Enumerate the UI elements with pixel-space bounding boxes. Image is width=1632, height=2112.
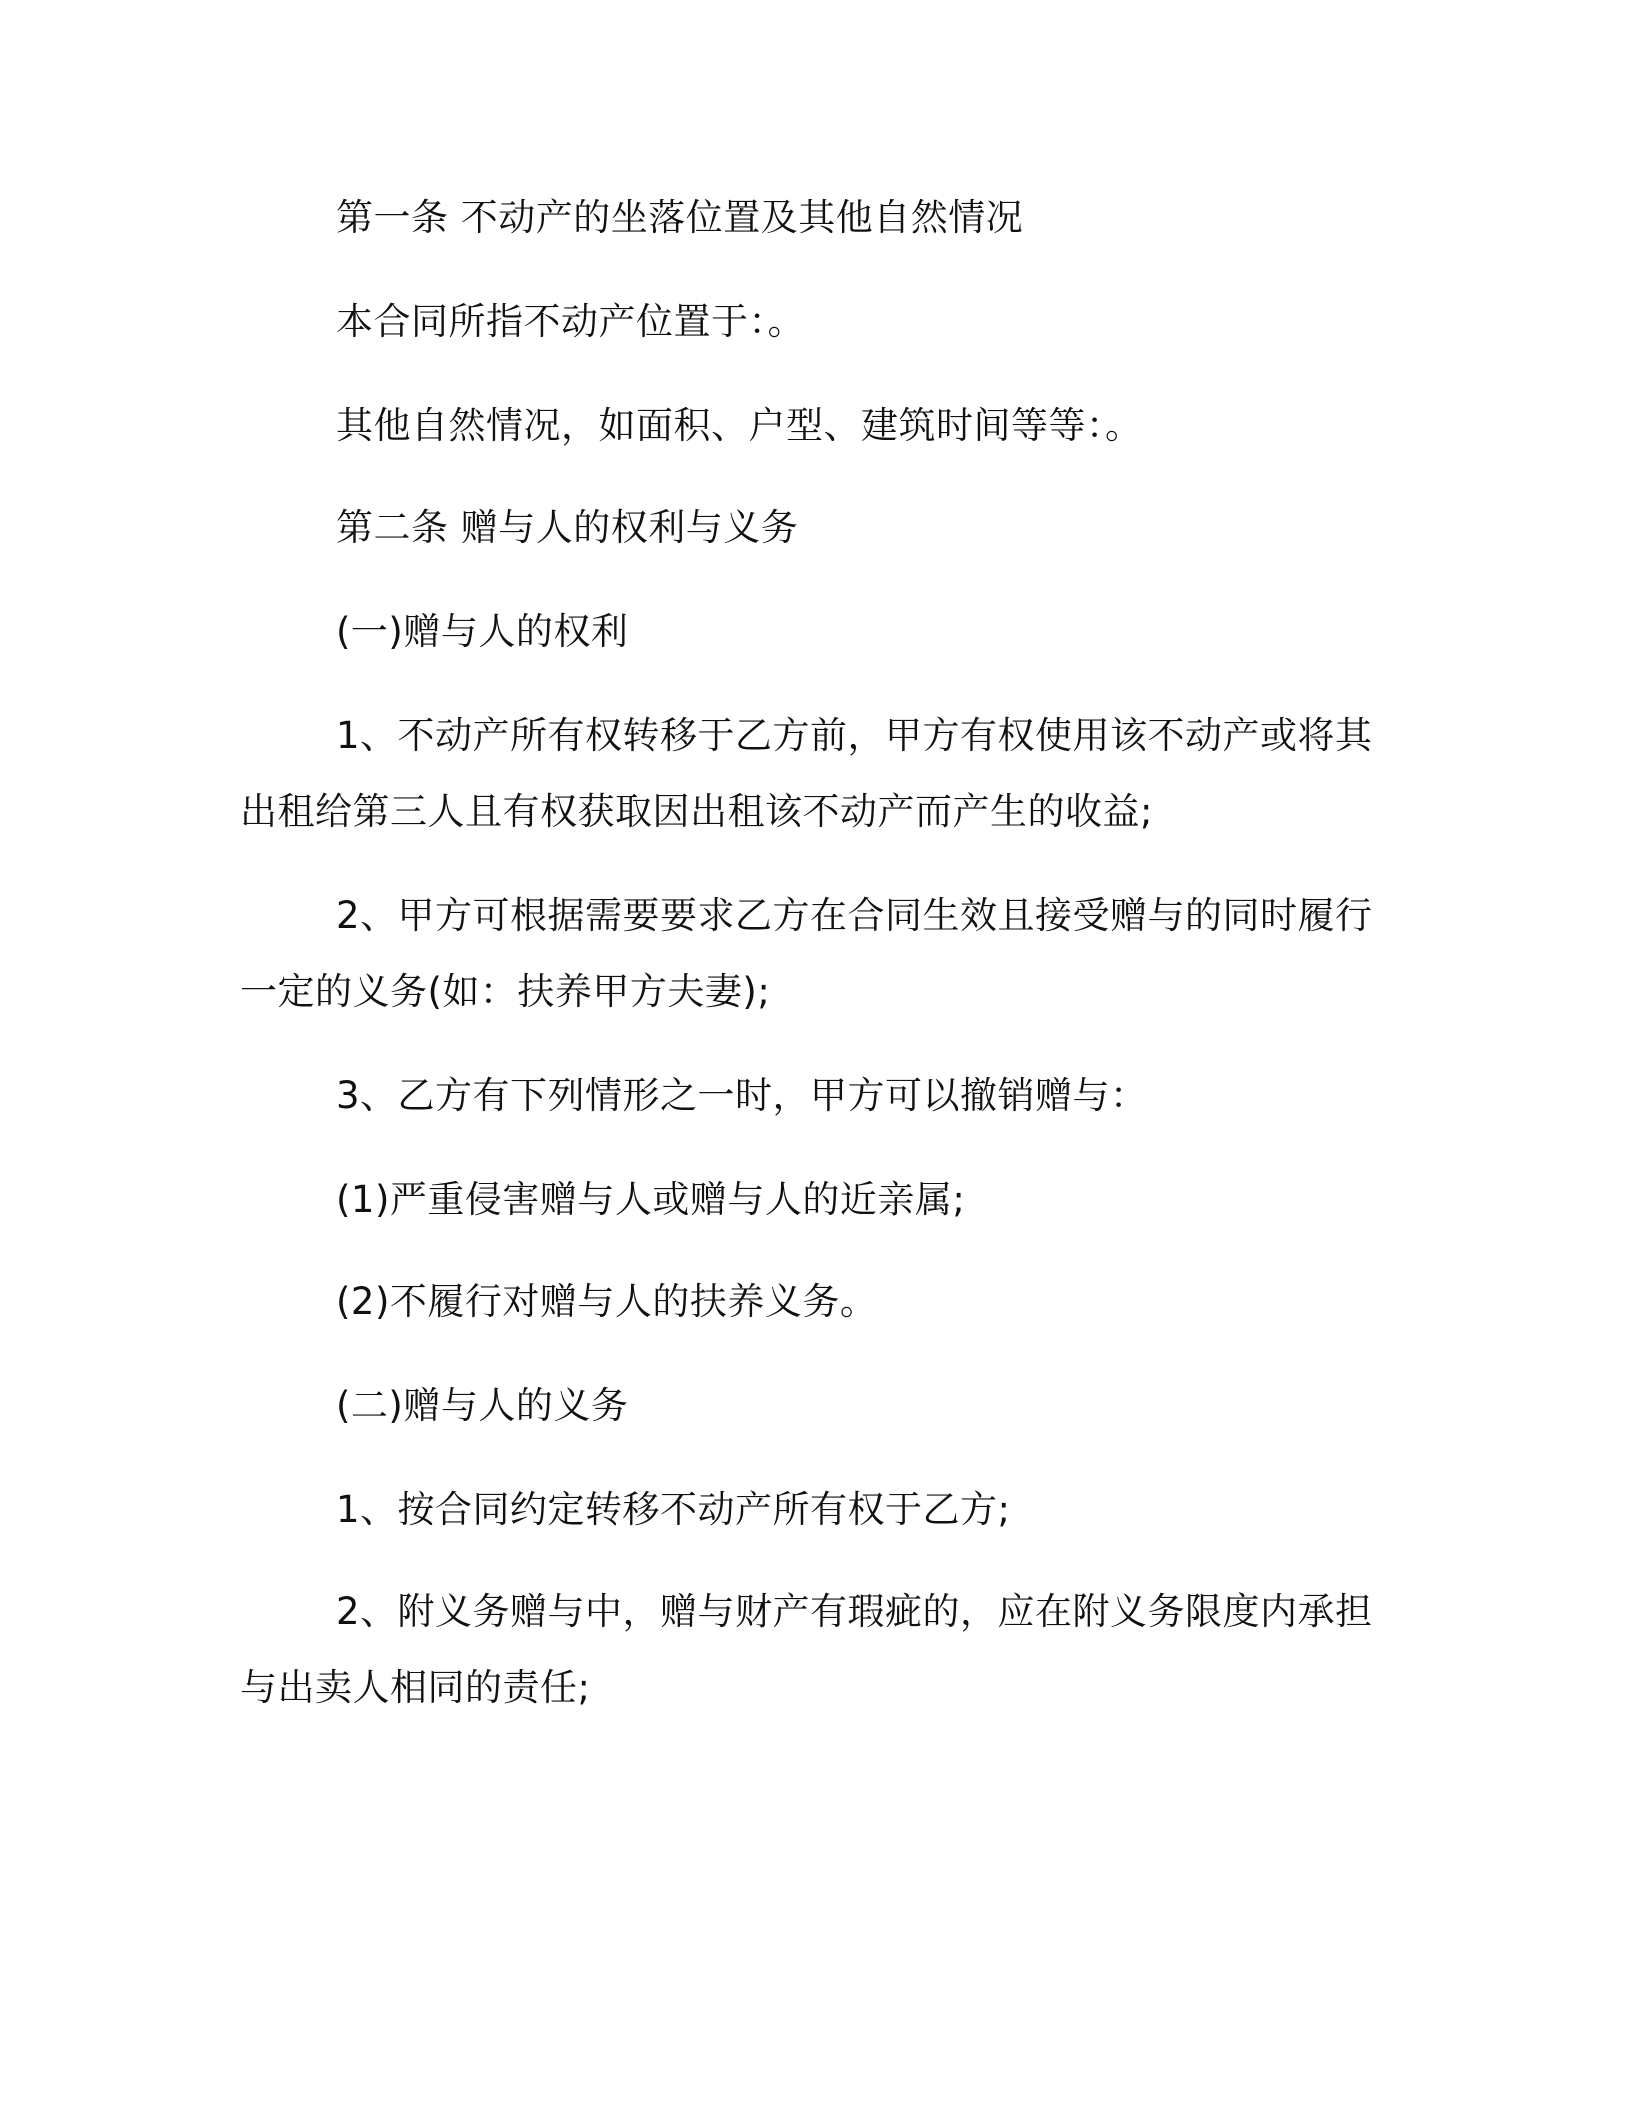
other-natural-conditions-line: 其他自然情况，如面积、户型、建筑时间等等：。 xyxy=(336,404,1143,447)
donor-obligations-heading: (二)赠与人的义务 xyxy=(336,1384,629,1427)
obligations-item-1: 1、按合同约定转移不动产所有权于乙方; xyxy=(336,1488,1011,1531)
rights-item-1-line-1: 1、不动产所有权转移于乙方前，甲方有权使用该不动产或将其 xyxy=(336,714,1373,757)
obligations-item-2-line-1: 2、附义务赠与中，赠与财产有瑕疵的，应在附义务限度内承担 xyxy=(336,1590,1373,1633)
rights-item-1-line-2: 出租给第三人且有权获取因出租该不动产而产生的收益; xyxy=(240,790,1153,833)
property-location-line: 本合同所指不动产位置于：。 xyxy=(336,300,805,343)
revocation-case-1: (1)严重侵害赠与人或赠与人的近亲属; xyxy=(336,1178,966,1221)
obligations-item-2-line-2: 与出卖人相同的责任; xyxy=(240,1666,591,1709)
donor-rights-heading: (一)赠与人的权利 xyxy=(336,610,629,653)
rights-item-2-line-1: 2、甲方可根据需要要求乙方在合同生效且接受赠与的同时履行 xyxy=(336,894,1373,937)
rights-item-2-line-2: 一定的义务(如：扶养甲方夫妻); xyxy=(240,970,771,1013)
article-1-heading: 第一条 不动产的坐落位置及其他自然情况 xyxy=(336,196,1024,239)
article-2-heading: 第二条 赠与人的权利与义务 xyxy=(336,506,799,549)
rights-item-3: 3、乙方有下列情形之一时，甲方可以撤销赠与： xyxy=(336,1074,1148,1117)
revocation-case-2: (2)不履行对赠与人的扶养义务。 xyxy=(336,1280,878,1323)
